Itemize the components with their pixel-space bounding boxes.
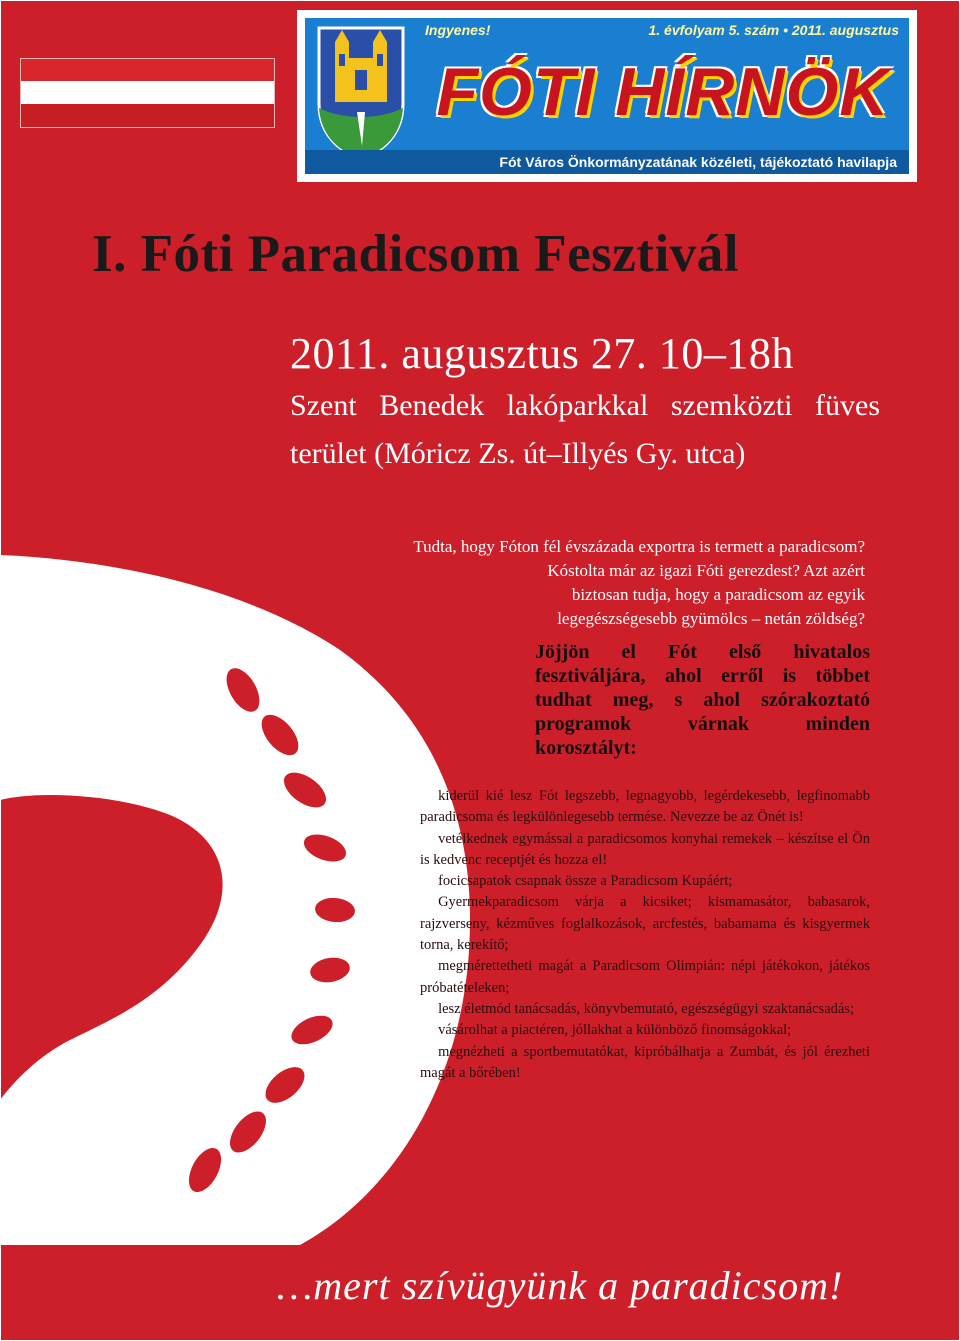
arrow-icon: ↝ (420, 831, 431, 846)
intro-line-1: Tudta, hogy Fóton fél évszázada exportra is termett a paradicsom? (413, 537, 865, 556)
list-item (420, 786, 870, 829)
masthead-topline (425, 22, 899, 38)
list-item-text: megmérettetheti magát a Paradicsom Olimpián: népi játékokon, játékos próbatételeken; (420, 958, 870, 996)
issue-info: 1. évfolyam 5. szám • 2011. augusztus (648, 22, 899, 38)
festival-venue: Szent Benedek lakóparkkal szemközti füves terület (Móricz Zs. út–Illyés Gy. utca) (290, 389, 880, 470)
list-item-text: vetélkednek egymással a paradicsomos konyhai remekek – készítse el Ön is kedvenc receptjét és hozza el! (420, 830, 870, 868)
list-item-text: megnézheti a sportbemutatókat, kipróbálhatja a Zumbát, és jól érezheti magát a bőrében! (420, 1043, 870, 1081)
slogan: …mert szívügyünk a paradicsom! (276, 1263, 844, 1308)
list-item (420, 871, 870, 892)
arrow-icon: ↝ (420, 1001, 431, 1016)
list-item (420, 892, 870, 956)
arrow-icon: ↝ (420, 874, 431, 889)
list-item-text: Gyermekparadicsom várja a kicsiket; kismamasátor, babasarok, rajzverseny, kézműves foglalkozások, arcfestés, babamama és kisgyermek torna, kerekítő; (420, 894, 870, 954)
festival-date: 2011. augusztus 27. 10–18h (290, 329, 794, 378)
festival-title: I. Fóti Paradicsom Fesztivál (92, 225, 739, 283)
arrow-icon: ↝ (420, 959, 431, 974)
masthead-panel (305, 18, 909, 174)
list-item (420, 999, 870, 1020)
list-item-text: focicsapatok csapnak össze a Paradicsom Kupáért; (438, 873, 733, 890)
arrow-icon: ↝ (420, 1044, 431, 1059)
flag-stripe-green (21, 104, 274, 127)
list-item (420, 829, 870, 872)
list-item (420, 1042, 870, 1085)
free-label: Ingyenes! (425, 22, 491, 38)
city-crest-icon (313, 24, 409, 160)
list-item-text: vásárolhat a piactéren, jóllakhat a különböző finomságokkal; (438, 1022, 792, 1039)
flag-stripe-white (21, 81, 274, 103)
intro-line-2: Kóstolta már az igazi Fóti gerezdest? Azt azért (547, 561, 865, 580)
program-list (420, 786, 870, 1084)
list-item (420, 956, 870, 999)
newspaper-title: FÓTI HÍRNÖK (436, 54, 890, 130)
intro-line-3: biztosan tudja, hogy a paradicsom az egyik (571, 585, 865, 604)
arrow-icon: ↝ (420, 895, 431, 910)
list-item (420, 1020, 870, 1041)
hungarian-flag (20, 58, 275, 128)
invitation-text: Jöjjön el Fót első hivatalos fesztiváljára, ahol erről is többet tudhat meg, s ahol szórakoztató programok várnak minden korosztályt: (535, 641, 870, 759)
intro-line-4: legegészségesebb gyümölcs – netán zöldség? (557, 609, 865, 628)
intro-paragraph (385, 535, 865, 631)
newspaper-masthead (297, 10, 917, 182)
arrow-icon: ↝ (420, 789, 431, 803)
list-item-text: lesz életmód tanácsadás, könyvbemutató, egészségügyi szaktanácsadás; (438, 1000, 854, 1017)
newspaper-subtitle: Fót Város Önkormányzatának közéleti, tájékoztató havilapja (305, 150, 909, 174)
arrow-icon: ↝ (420, 1023, 431, 1038)
flag-stripe-red (21, 59, 274, 81)
list-item-text: kiderül kié lesz Fót legszebb, legnagyobb, legérdekesebb, legfinomabb paradicsoma és legkülönlegesebb termése. Nevezze be az Önét is! (420, 788, 870, 826)
